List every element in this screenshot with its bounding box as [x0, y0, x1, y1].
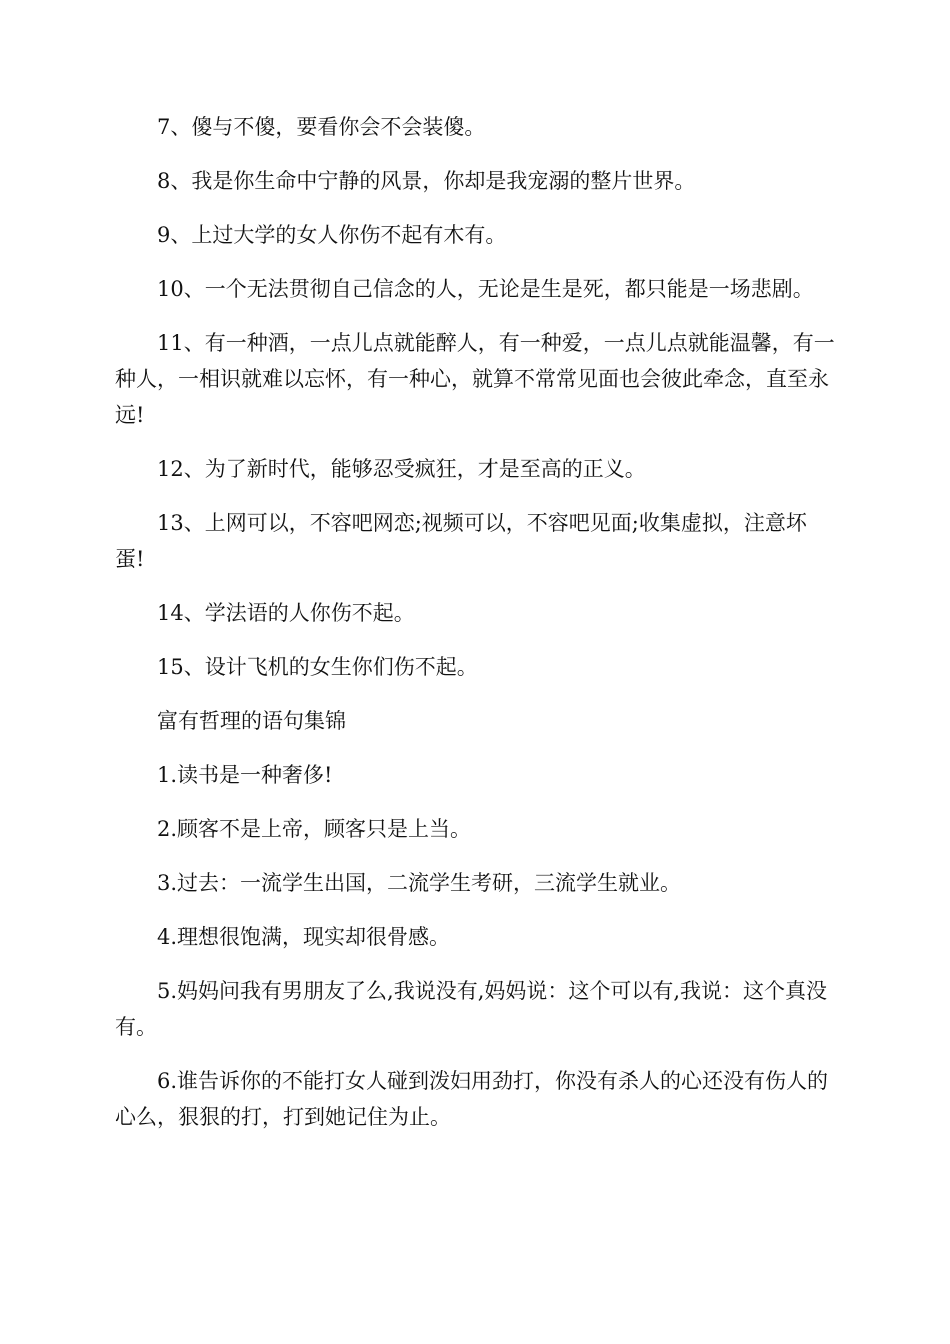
paragraph-7: 7、傻与不傻，要看你会不会装傻。	[157, 115, 486, 139]
paragraph-13: 13、上网可以，不容吧网恋;视频可以，不容吧见面;收集虚拟，注意坏蛋!	[115, 511, 807, 571]
paragraph-14: 14、学法语的人你伤不起。	[157, 601, 415, 625]
list-item-2: 2.顾客不是上帝，顾客只是上当。	[157, 817, 472, 841]
list-item-3: 3.过去：一流学生出国，二流学生考研，三流学生就业。	[157, 871, 682, 895]
list-item-4: 4.理想很饱满，现实却很骨感。	[157, 925, 451, 949]
list-item-1: 1.读书是一种奢侈!	[157, 763, 333, 787]
paragraph-15: 15、设计飞机的女生你们伤不起。	[157, 655, 478, 679]
paragraph-8: 8、我是你生命中宁静的风景，你却是我宠溺的整片世界。	[157, 169, 696, 193]
paragraph-10: 10、一个无法贯彻自己信念的人，无论是生是死，都只能是一场悲剧。	[157, 277, 814, 301]
section-heading: 富有哲理的语句集锦	[157, 709, 346, 733]
list-item-5: 5.妈妈问我有男朋友了么,我说没有,妈妈说：这个可以有,我说：这个真没有。	[115, 979, 828, 1039]
paragraph-9: 9、上过大学的女人你伤不起有木有。	[157, 223, 507, 247]
paragraph-12: 12、为了新时代，能够忍受疯狂，才是至高的正义。	[157, 457, 646, 481]
paragraph-11: 11、有一种酒，一点儿点就能醉人，有一种爱，一点儿点就能温馨，有一种人，一相识就难以忘怀，有一种心，就算不常常见面也会彼此牵念，直至永远!	[115, 331, 835, 427]
list-item-6: 6.谁告诉你的不能打女人碰到泼妇用劲打，你没有杀人的心还没有伤人的心么，狠狠的打，打到她记住为止。	[115, 1069, 829, 1129]
document-body	[115, 109, 835, 1153]
